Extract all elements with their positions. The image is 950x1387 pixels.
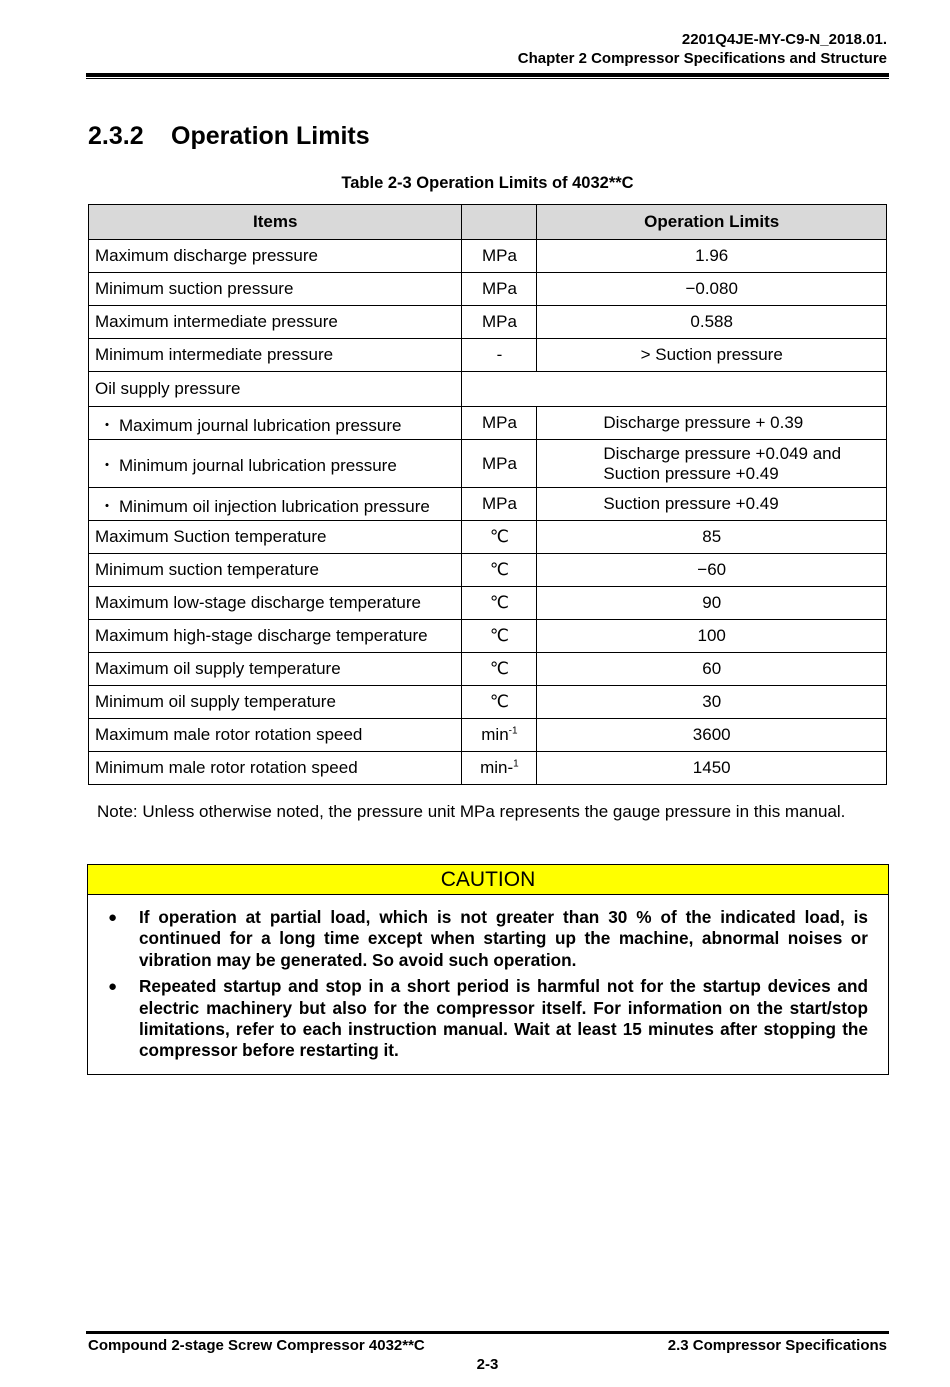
table-row xyxy=(89,653,887,686)
table-row xyxy=(89,752,887,785)
limit-cell: 3600 xyxy=(537,719,887,752)
header-operation-limits: Operation Limits xyxy=(537,205,887,240)
limit-cell: 90 xyxy=(537,587,887,620)
item-cell: Oil supply pressure xyxy=(89,372,462,407)
limit-cell: 100 xyxy=(537,620,887,653)
item-cell xyxy=(89,407,462,440)
unit-cell: ℃ xyxy=(462,620,537,653)
item-cell xyxy=(89,488,462,521)
limit-cell: 60 xyxy=(537,653,887,686)
caution-item xyxy=(88,907,888,971)
header-unit xyxy=(462,205,537,240)
caution-title: CAUTION xyxy=(440,868,536,891)
table-row xyxy=(89,339,887,372)
limit-cell: Discharge pressure + 0.39 xyxy=(537,407,887,440)
unit-base: min xyxy=(481,725,509,744)
item-cell: Maximum oil supply temperature xyxy=(89,653,462,686)
sub-item-label: Maximum journal lubrication pressure xyxy=(119,415,402,435)
page-number: 2-3 xyxy=(476,1356,499,1373)
limit-line-1: Discharge pressure +0.049 and xyxy=(603,443,842,463)
unit-cell: - xyxy=(462,339,537,372)
table-note: Note: Unless otherwise noted, the pressure unit MPa represents the gauge pressure in this manual. xyxy=(97,802,846,821)
table-caption: Table 2-3 Operation Limits of 4032**C xyxy=(341,174,634,192)
section-heading xyxy=(88,122,370,151)
table-row xyxy=(89,521,887,554)
unit-cell: ℃ xyxy=(462,521,537,554)
item-cell: Maximum Suction temperature xyxy=(89,521,462,554)
item-cell: Maximum low-stage discharge temperature xyxy=(89,587,462,620)
unit-superscript: 1 xyxy=(513,758,519,770)
unit-superscript: -1 xyxy=(508,725,518,737)
caution-box xyxy=(87,864,889,1075)
unit-cell: MPa xyxy=(462,488,537,521)
header-items: Items xyxy=(89,205,462,240)
table-row xyxy=(89,587,887,620)
chapter-title: Chapter 2 Compressor Specifications and Structure xyxy=(517,50,887,67)
table-header-row xyxy=(89,205,887,240)
table-row xyxy=(89,620,887,653)
sub-item-bullet: ・ xyxy=(98,415,116,435)
item-cell: Minimum suction temperature xyxy=(89,554,462,587)
item-cell: Minimum suction pressure xyxy=(89,273,462,306)
unit-cell: MPa xyxy=(462,306,537,339)
caution-item xyxy=(88,976,888,1062)
table-row xyxy=(89,440,887,488)
limit-cell: > Suction pressure xyxy=(537,339,887,372)
bullet-icon: ● xyxy=(108,909,118,926)
unit-cell: ℃ xyxy=(462,554,537,587)
limit-cell: −0.080 xyxy=(537,273,887,306)
unit-cell: ℃ xyxy=(462,686,537,719)
item-cell: Maximum male rotor rotation speed xyxy=(89,719,462,752)
item-cell: Maximum discharge pressure xyxy=(89,240,462,273)
sub-item-label: Minimum oil injection lubrication pressure xyxy=(119,496,430,516)
unit-cell xyxy=(462,752,537,785)
unit-cell: MPa xyxy=(462,240,537,273)
table-row xyxy=(89,719,887,752)
limit-cell: 0.588 xyxy=(537,306,887,339)
item-cell: Minimum intermediate pressure xyxy=(89,339,462,372)
footer-section: 2.3 Compressor Specifications xyxy=(667,1337,887,1354)
unit-base: min- xyxy=(480,758,514,777)
caution-list xyxy=(88,907,888,1062)
limit-cell: 1.96 xyxy=(537,240,887,273)
unit-cell: MPa xyxy=(462,407,537,440)
header-rule xyxy=(86,73,889,77)
table-row xyxy=(89,554,887,587)
limit-cell: 1450 xyxy=(537,752,887,785)
table-row xyxy=(89,273,887,306)
limit-cell xyxy=(537,440,887,488)
table-row xyxy=(89,686,887,719)
sub-item-bullet: ・ xyxy=(98,456,116,475)
footer-rule xyxy=(86,1331,889,1334)
table-row xyxy=(89,306,887,339)
operation-limits-table xyxy=(88,204,887,785)
empty-cell xyxy=(462,372,887,407)
limit-cell: Suction pressure +0.49 xyxy=(537,488,887,521)
item-cell: Minimum male rotor rotation speed xyxy=(89,752,462,785)
caution-text: If operation at partial load, which is not greater than 30 % of the indicated load, is continued for a long time except when starting up the machine, abnormal noises or vibration may be generated. So avoid such operation. xyxy=(139,907,868,970)
unit-cell: MPa xyxy=(462,273,537,306)
section-number: 2.3.2 xyxy=(88,122,144,150)
document-id: 2201Q4JE-MY-C9-N_2018.01. xyxy=(681,31,887,48)
limit-cell: 85 xyxy=(537,521,887,554)
table-row xyxy=(89,240,887,273)
unit-cell: ℃ xyxy=(462,653,537,686)
unit-cell xyxy=(462,719,537,752)
table-row xyxy=(89,407,887,440)
table-row-group-header xyxy=(89,372,887,407)
limit-line-2: Suction pressure +0.49 xyxy=(603,463,779,483)
sub-item-label: Minimum journal lubrication pressure xyxy=(119,456,397,475)
header-rule-thin xyxy=(86,78,889,79)
unit-cell: ℃ xyxy=(462,587,537,620)
unit-cell: MPa xyxy=(462,440,537,488)
limit-cell: −60 xyxy=(537,554,887,587)
limit-cell: 30 xyxy=(537,686,887,719)
caution-text: Repeated startup and stop in a short period is harmful not for the startup devices and electric machinery but also for the compressor itself. For information on the start/stop limitations, refer to each instruction manual. Wait at least 15 minutes after stopping the compressor before restarting it. xyxy=(139,976,868,1061)
item-cell xyxy=(89,440,462,488)
footer-product: Compound 2-stage Screw Compressor 4032**C xyxy=(88,1337,425,1354)
table-row xyxy=(89,488,887,521)
page-header xyxy=(518,30,887,68)
sub-item-bullet: ・ xyxy=(98,496,116,516)
item-cell: Maximum intermediate pressure xyxy=(89,306,462,339)
item-cell: Maximum high-stage discharge temperature xyxy=(89,620,462,653)
item-cell: Minimum oil supply temperature xyxy=(89,686,462,719)
section-title: Operation Limits xyxy=(171,122,370,150)
caution-header xyxy=(88,865,888,895)
bullet-icon: ● xyxy=(108,978,118,996)
